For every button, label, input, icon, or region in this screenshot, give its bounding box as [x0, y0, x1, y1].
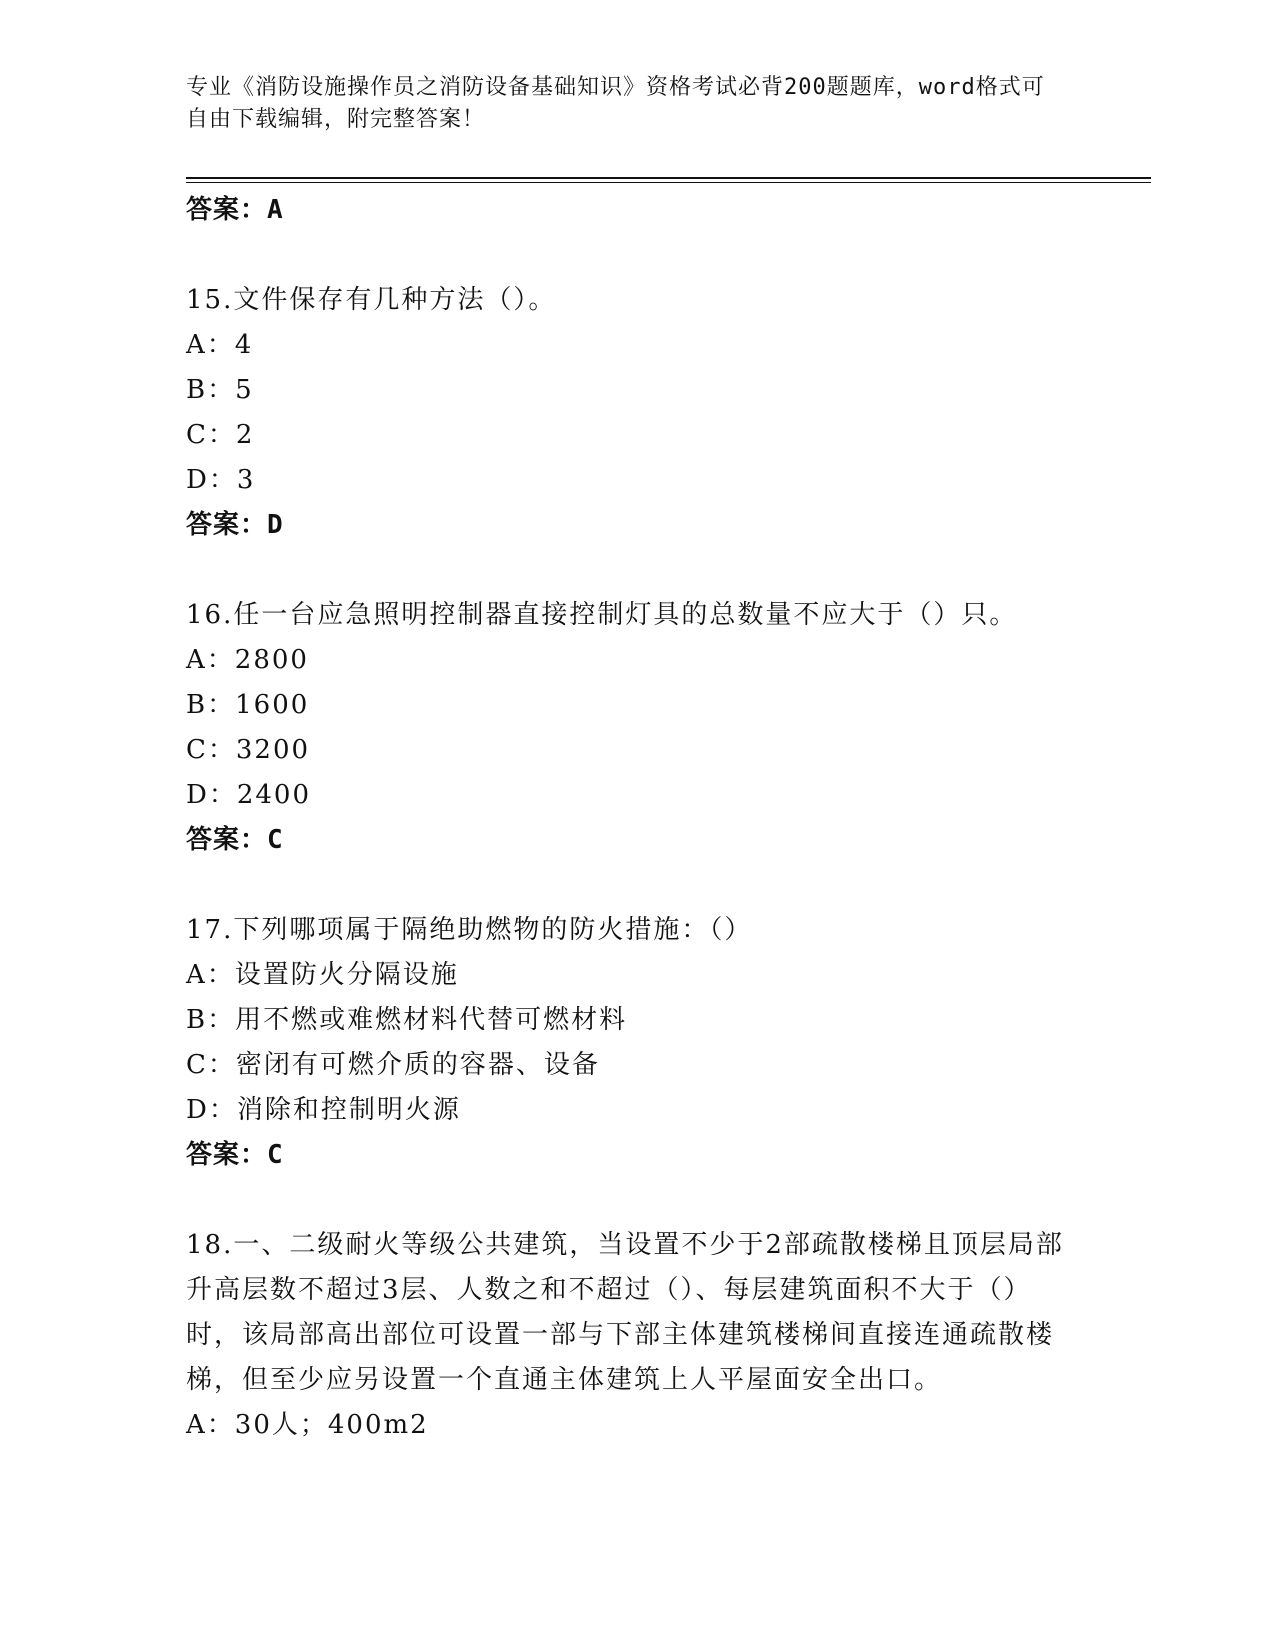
option-c: C：密闭有可燃介质的容器、设备: [186, 1050, 600, 1080]
question-15: [186, 278, 1086, 548]
option-b: B：用不燃或难燃材料代替可燃材料: [186, 1005, 628, 1035]
option-d: D：2400: [186, 780, 312, 810]
option-a: A：2800: [186, 645, 309, 675]
page-header: 专业《消防设施操作员之消防设备基础知识》资格考试必背200题题库，word格式可自由下载编辑，附完整答案！: [186, 75, 1045, 132]
option-a: A：4: [186, 330, 254, 360]
previous-answer: 答案：A: [186, 195, 284, 225]
option-d: D：3: [186, 465, 256, 495]
option-d: D：消除和控制明火源: [186, 1095, 461, 1125]
question-text: 16.任一台应急照明控制器直接控制灯具的总数量不应大于（）只。: [186, 600, 1018, 630]
answer: 答案：C: [186, 825, 284, 855]
option-c: C：2: [186, 420, 255, 450]
header-rule-thin: [186, 182, 1151, 183]
header-rule-thick: [186, 177, 1151, 179]
question-text: 17.下列哪项属于隔绝助燃物的防火措施：（）: [186, 915, 753, 945]
answer: 答案：D: [186, 510, 284, 540]
question-16: [186, 593, 1086, 863]
question-text: 15.文件保存有几种方法（）。: [186, 285, 557, 315]
option-a: A：30人；400m2: [186, 1410, 429, 1440]
question-18: [186, 1223, 1086, 1448]
option-b: B：1600: [186, 690, 310, 720]
answer: 答案：C: [186, 1140, 284, 1170]
question-list: [186, 188, 1086, 1448]
question-17: [186, 908, 1086, 1178]
option-b: B：5: [186, 375, 254, 405]
option-c: C：3200: [186, 735, 311, 765]
question-text: 18.一、二级耐火等级公共建筑，当设置不少于2部疏散楼梯且顶层局部升高层数不超过3层、人数之和不超过（）、每层建筑面积不大于（）时，该局部高出部位可设置一部与下部主体建筑楼梯间直接连通疏散楼梯，但至少应另设置一个直通主体建筑上人平屋面安全出口。: [186, 1230, 1064, 1395]
option-a: A：设置防火分隔设施: [186, 960, 459, 990]
